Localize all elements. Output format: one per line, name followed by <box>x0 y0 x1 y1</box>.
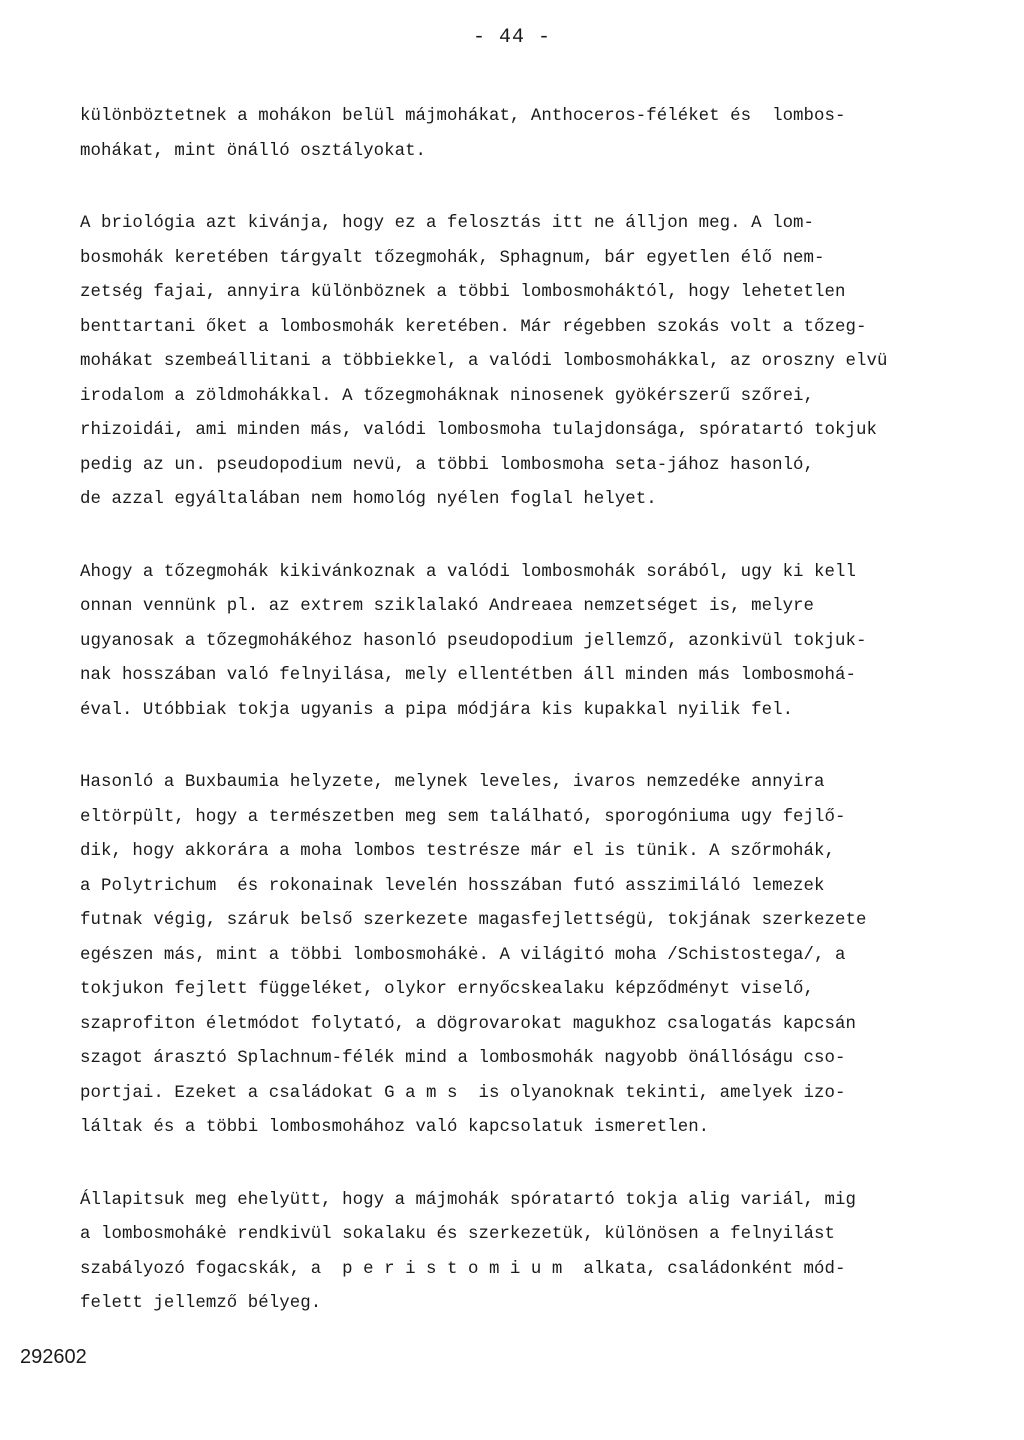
paragraph-2 <box>80 207 960 518</box>
text-line: szaprofiton életmódot folytató, a dögrovarokat magukhoz csalogatás kapcsán <box>80 1014 856 1034</box>
text-line: zetség fajai, annyira különböznek a többi lombosmoháktól, hogy lehetetlen <box>80 283 846 302</box>
text-line: Hasonló a Buxbaumia helyzete, melynek leveles, ivaros nemzedéke annyira <box>80 773 825 792</box>
text-line: portjai. Ezeket a családokat G a m s is olyanoknak tekinti, amelyek izo- <box>80 1083 846 1103</box>
text-line: szagot árasztó Splachnum-félék mind a lombosmohák nagyobb önállóságu cso- <box>80 1049 846 1068</box>
text-line: Ahogy a tőzegmohák kikivánkoznak a valódi lombosmohák sorából, ugy ki kell <box>80 562 856 582</box>
archive-code: 292602 <box>20 1346 87 1368</box>
text-line: dik, hogy akkorára a moha lombos testrésze már el is tünik. A szőrmohák, <box>80 842 835 861</box>
text-line: felett jellemző bélyeg. <box>80 1294 322 1313</box>
text-line: egészen más, mint a többi lombosmohákė. A világitó moha /Schistostega/, a <box>80 945 846 965</box>
text-line: ugyanosak a tőzegmohákéhoz hasonló pseudopodium jellemző, azonkivül tokjuk- <box>80 631 867 651</box>
text-line: szabályozó fogacskák, a p e r i s t o m i u m alkata, családonként mód- <box>80 1259 846 1279</box>
text-line: futnak végig, száruk belső szerkezete magasfejlettségü, tokjának szerkezete <box>80 911 867 930</box>
text-line: különböztetnek a mohákon belül májmohákat, Anthoceros-féléket és lombos- <box>80 107 846 126</box>
paragraph-4 <box>80 766 960 1146</box>
text-line: onnan vennünk pl. az extrem sziklalakó Andreaea nemzetséget is, melyre <box>80 597 815 616</box>
page-number: - 44 - <box>472 26 551 49</box>
text-line: a Polytrichum és rokonainak levelén hosszában futó asszimiláló lemezek <box>80 876 825 896</box>
text-line: pedig az un. pseudopodium nevü, a többi lombosmoha seta-jához hasonló, <box>80 455 815 475</box>
paragraph-1 <box>80 100 960 169</box>
text-line: rhizoidái, ami minden más, valódi lombosmoha tulajdonsága, spóratartó tokjuk <box>80 421 877 440</box>
paragraph-5 <box>80 1184 960 1322</box>
text-line: Állapitsuk meg ehelyütt, hogy a májmohák spóratartó tokja alig variál, mig <box>80 1190 856 1210</box>
text-line: tokjukon fejlett függeléket, olykor ernyőcskealaku képződményt viselő, <box>80 980 815 999</box>
document-body <box>80 100 960 1360</box>
paragraph-3 <box>80 556 960 729</box>
text-line: benttartani őket a lombosmohák keretében. Már régebben szokás volt a tőzeg- <box>80 317 867 337</box>
text-line: de azzal egyáltalában nem homológ nyélen foglal helyet. <box>80 490 657 509</box>
text-line: irodalom a zöldmohákkal. A tőzegmoháknak ninosenek gyökérszerű szőrei, <box>80 386 815 406</box>
text-line: a lombosmohákė rendkivül sokalaku és szerkezetük, különösen a felnyilást <box>80 1225 835 1244</box>
text-line: láltak és a többi lombosmohához való kapcsolatuk ismeretlen. <box>80 1118 710 1137</box>
text-line: bosmohák keretében tárgyalt tőzegmohák, Sphagnum, bár egyetlen élő nem- <box>80 248 825 268</box>
text-line: A briológia azt kivánja, hogy ez a felosztás itt ne álljon meg. A lom- <box>80 214 815 233</box>
text-line: éval. Utóbbiak tokja ugyanis a pipa módjára kis kupakkal nyilik fel. <box>80 700 794 720</box>
text-line: nak hosszában való felnyilása, mely ellentétben áll minden más lombosmohá- <box>80 666 856 685</box>
text-line: mohákat, mint önálló osztályokat. <box>80 141 427 161</box>
text-line: eltörpült, hogy a természetben meg sem található, sporogóniuma ugy fejlő- <box>80 807 846 827</box>
text-line: mohákat szembeállitani a többiekkel, a valódi lombosmohákkal, az oroszny elvü <box>80 352 888 371</box>
